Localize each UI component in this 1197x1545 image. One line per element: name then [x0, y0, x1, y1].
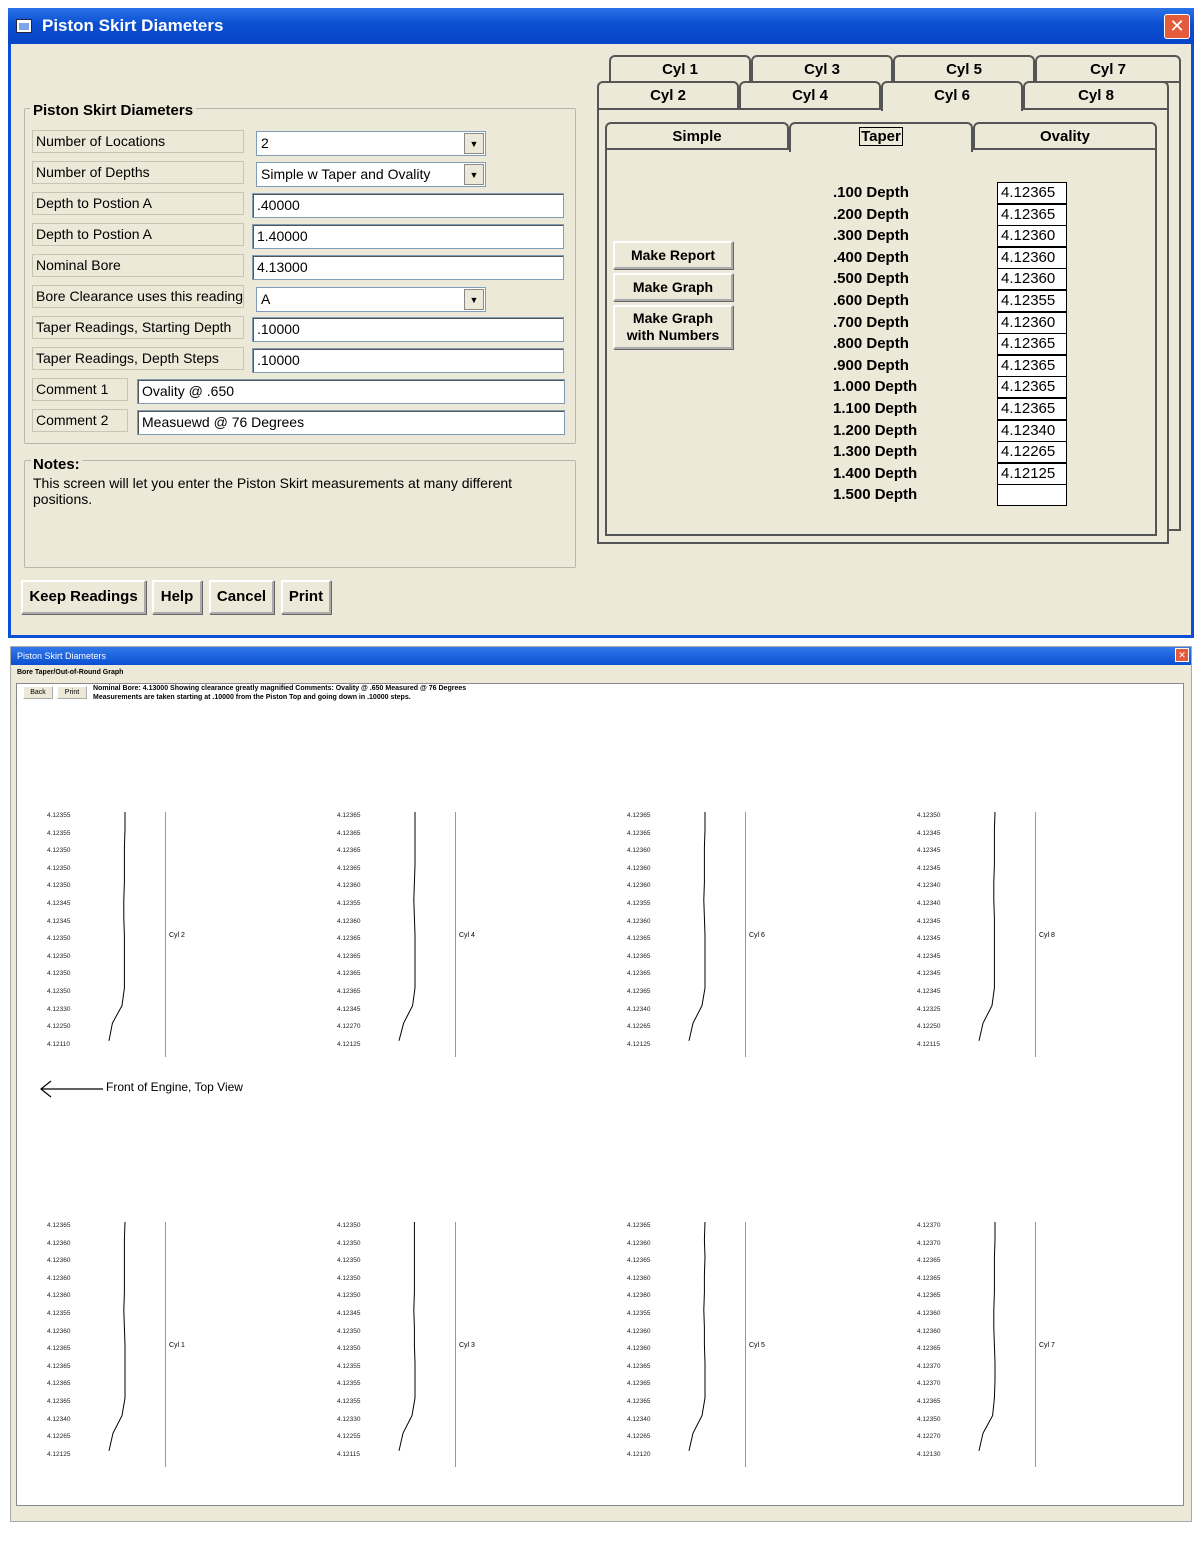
- skirt-profile-path: [979, 1222, 995, 1451]
- graph-value-label: 4.12365: [47, 1398, 71, 1405]
- cylinder-divider: [455, 812, 456, 1057]
- cylinder-divider: [455, 1222, 456, 1467]
- graph-value-label: 4.12340: [47, 1415, 71, 1423]
- depth-reading-input[interactable]: 4.12360: [997, 225, 1067, 247]
- make-report-button[interactable]: Make Report: [613, 241, 733, 269]
- cylinder-label: Cyl 6: [749, 932, 765, 939]
- graph-info-line1: Nominal Bore: 4.13000 Showing clearance greatly magnified Comments: Ovality @ .650 Measured @ 76 Degrees: [93, 685, 467, 692]
- depth-label: .600 Depth: [833, 292, 909, 309]
- cyl-6-panel: [597, 108, 1169, 544]
- print-button[interactable]: Print: [57, 686, 87, 699]
- graph-value-label: 4.12365: [337, 812, 361, 819]
- cylinder-label: Cyl 8: [1039, 932, 1055, 939]
- graph-value-label: 4.12365: [337, 847, 361, 855]
- depth-reading-input[interactable]: 4.12365: [997, 398, 1067, 420]
- tab-cyl-4[interactable]: Cyl 4: [739, 81, 881, 109]
- graph-value-label: 4.12355: [337, 1380, 361, 1388]
- taper-start-input[interactable]: .10000: [252, 317, 564, 342]
- graph-value-label: 4.12365: [337, 970, 361, 978]
- graph-value-label: 4.12255: [337, 1433, 361, 1441]
- graph-value-label: 4.12355: [47, 829, 71, 837]
- tab-cyl-7[interactable]: Cyl 7: [1035, 55, 1181, 83]
- cylinder-divider: [745, 1222, 746, 1467]
- tab-cyl-5[interactable]: Cyl 5: [893, 55, 1035, 83]
- graph-value-label: 4.12345: [917, 847, 941, 855]
- graph-value-label: 4.12365: [627, 829, 651, 837]
- graph-value-label: 4.12345: [917, 952, 941, 960]
- notes-text: This screen will let you enter the Piston Skirt measurements at many different positions.: [33, 475, 513, 507]
- bore-clearance-select[interactable]: [256, 287, 486, 312]
- skirt-profile-path: [689, 812, 705, 1041]
- graph-value-label: 4.12360: [627, 882, 651, 890]
- graph-value-label: 4.12360: [917, 1327, 941, 1335]
- graph-value-label: 4.12125: [627, 1040, 651, 1048]
- graph-value-label: 4.12355: [627, 1310, 651, 1317]
- graph-value-label: 4.12365: [627, 1398, 651, 1405]
- depth-label: .800 Depth: [833, 335, 909, 353]
- graph-value-label: 4.12360: [627, 1239, 651, 1247]
- graph-value-label: 4.12365: [337, 935, 361, 943]
- graph-value-label: 4.12350: [47, 847, 71, 855]
- skirt-profile-path: [399, 1222, 415, 1451]
- graph-value-label: 4.12350: [337, 1274, 361, 1282]
- graph-value-label: 4.12360: [627, 1274, 651, 1282]
- depth-label: 1.500 Depth: [833, 486, 918, 504]
- graph-value-label: 4.12365: [337, 988, 361, 995]
- graph-value-label: 4.12250: [917, 1023, 941, 1031]
- graph-value-label: 4.12350: [337, 1327, 361, 1335]
- cylinder-label: Cyl 1: [169, 1342, 185, 1349]
- graph-value-label: 4.12130: [917, 1450, 941, 1458]
- graph-value-label: 4.12270: [917, 1433, 941, 1441]
- graph-value-label: 4.12115: [337, 1450, 361, 1458]
- depth-label: .100 Depth: [833, 184, 909, 201]
- graph-value-label: 4.12360: [337, 917, 361, 925]
- graph-value-label: 4.12355: [627, 900, 651, 907]
- taper-panel: [605, 148, 1157, 536]
- chevron-down-icon[interactable]: ▼: [464, 164, 484, 185]
- graph-value-label: 4.12350: [337, 1222, 361, 1229]
- depth-reading-input[interactable]: 4.12365: [997, 355, 1067, 377]
- graph-value-label: 4.12365: [337, 864, 361, 872]
- skirt-profile-line: [397, 1218, 437, 1468]
- cylinder-divider: [165, 1222, 166, 1467]
- graph-value-label: 4.12365: [337, 829, 361, 837]
- graph-title: Piston Skirt Diameters: [17, 651, 107, 661]
- depths-label: Number of Depths: [32, 161, 244, 184]
- depth-reading-input[interactable]: 4.12265: [997, 441, 1067, 463]
- graph-value-label: 4.12350: [917, 812, 941, 819]
- graph-value-label: 4.12350: [337, 1257, 361, 1265]
- graph-value-label: 4.12340: [917, 900, 941, 907]
- taper-steps-input[interactable]: .10000: [252, 348, 564, 373]
- graph-value-label: 4.12365: [627, 935, 651, 943]
- depth-reading-input[interactable]: 4.12365: [997, 333, 1067, 355]
- depth-reading-input[interactable]: 4.12340: [997, 420, 1067, 442]
- depths-select[interactable]: [256, 162, 486, 187]
- depth-reading-input[interactable]: 4.12360: [997, 312, 1067, 334]
- graph-value-label: 4.12350: [47, 882, 71, 890]
- dialog-title: Piston Skirt Diameters: [42, 16, 224, 35]
- depth-label: 1.400 Depth: [833, 464, 918, 482]
- graph-value-label: 4.12360: [917, 1310, 941, 1317]
- depth-label: 1.300 Depth: [833, 443, 918, 461]
- cylinder-label: Cyl 7: [1039, 1342, 1055, 1349]
- graph-value-label: 4.12350: [337, 1292, 361, 1300]
- graph-value-label: 4.12365: [627, 1380, 651, 1388]
- graph-value-label: 4.12355: [47, 1310, 71, 1317]
- graph-value-label: 4.12365: [917, 1274, 941, 1282]
- graph-value-label: 4.12360: [337, 882, 361, 890]
- graph-value-label: 4.12345: [47, 900, 71, 907]
- graph-value-label: 4.12350: [337, 1239, 361, 1247]
- skirt-profile-path: [399, 812, 415, 1041]
- graph-value-label: 4.12125: [47, 1450, 71, 1458]
- depth-reading-input[interactable]: [997, 484, 1067, 506]
- graph-value-label: 4.12350: [47, 935, 71, 943]
- graph-value-label: 4.12370: [917, 1222, 941, 1229]
- taper-start-label: Taper Readings, Starting Depth: [32, 316, 244, 339]
- cylinder-divider: [1035, 812, 1036, 1057]
- tab-cyl-2[interactable]: Cyl 2: [597, 81, 739, 109]
- depth-label: 1.000 Depth: [833, 378, 918, 396]
- graph-value-label: 4.12250: [47, 1023, 71, 1031]
- graph-value-label: 4.12365: [47, 1345, 71, 1353]
- back-button[interactable]: Back: [23, 686, 53, 699]
- cylinder-label: Cyl 3: [459, 1342, 475, 1349]
- graph-value-label: 4.12125: [337, 1040, 361, 1048]
- help-button[interactable]: Help: [152, 580, 202, 614]
- graph-value-label: 4.12365: [627, 1257, 651, 1265]
- skirt-profile-path: [109, 812, 125, 1041]
- depth-label: .900 Depth: [833, 356, 909, 374]
- tab-cyl-6[interactable]: Cyl 6: [881, 81, 1023, 111]
- graph-value-label: 4.12370: [917, 1362, 941, 1370]
- depth-reading-input[interactable]: 4.12360: [997, 268, 1067, 290]
- graph-value-label: 4.12345: [47, 917, 71, 925]
- comment1-input[interactable]: Ovality @ .650: [137, 379, 565, 404]
- comment2-label: Comment 2: [32, 409, 128, 432]
- graph-value-label: 4.12365: [47, 1362, 71, 1370]
- graph-value-label: 4.12265: [627, 1433, 651, 1441]
- cancel-button[interactable]: Cancel: [209, 580, 274, 614]
- graph-value-label: 4.12345: [917, 917, 941, 925]
- graph-value-label: 4.12360: [47, 1327, 71, 1335]
- graph-value-label: 4.12115: [917, 1040, 941, 1048]
- locations-label: Number of Locations: [32, 130, 244, 153]
- graph-value-label: 4.12345: [917, 970, 941, 978]
- graph-value-label: 4.12360: [47, 1239, 71, 1247]
- graph-value-label: 4.12345: [337, 1005, 361, 1013]
- graph-value-label: 4.12270: [337, 1023, 361, 1031]
- depth-a-label: Depth to Postion A: [32, 192, 244, 215]
- tab-taper-label: Taper: [861, 128, 901, 145]
- print-button[interactable]: Print: [281, 580, 331, 614]
- depths-value: Simple w Taper and Ovality: [261, 166, 431, 182]
- graph-value-label: 4.12350: [47, 970, 71, 978]
- keep-readings-button[interactable]: Keep Readings: [21, 580, 146, 614]
- comment2-input[interactable]: Measuewd @ 76 Degrees: [137, 410, 565, 435]
- graph-canvas: [16, 683, 1184, 1506]
- depth-label: 1.200 Depth: [833, 421, 918, 439]
- graph-value-label: 4.12265: [627, 1023, 651, 1031]
- skirt-profile-line: [107, 808, 147, 1058]
- graph-window: [10, 646, 1192, 1522]
- nominal-bore-label: Nominal Bore: [32, 254, 244, 277]
- graph-value-label: 4.12340: [627, 1005, 651, 1013]
- skirt-profile-line: [687, 1218, 727, 1468]
- graph-value-label: 4.12345: [917, 829, 941, 837]
- cylinder-divider: [165, 812, 166, 1057]
- graph-value-label: 4.12365: [337, 952, 361, 960]
- close-icon[interactable]: ✕: [1175, 648, 1189, 662]
- skirt-profile-path: [979, 812, 995, 1041]
- graph-value-label: 4.12360: [627, 1292, 651, 1300]
- graph-value-label: 4.12365: [47, 1222, 71, 1229]
- graph-value-label: 4.12350: [47, 952, 71, 960]
- graph-value-label: 4.12330: [47, 1005, 71, 1013]
- graph-value-label: 4.12365: [627, 952, 651, 960]
- cylinder-divider: [745, 812, 746, 1057]
- graph-value-label: 4.12340: [917, 882, 941, 890]
- skirt-profile-line: [977, 1218, 1017, 1468]
- graph-value-label: 4.12265: [47, 1433, 71, 1441]
- graph-value-label: 4.12355: [337, 1398, 361, 1405]
- piston-skirt-dialog: [8, 8, 1194, 638]
- graph-value-label: 4.12365: [917, 1257, 941, 1265]
- comment1-label: Comment 1: [32, 378, 128, 401]
- cylinder-label: Cyl 4: [459, 932, 475, 939]
- graph-info-line2: Measurements are taken starting at .10000 from the Piston Top and going down in .10000 steps.: [93, 694, 411, 701]
- depth-reading-input[interactable]: 4.12365: [997, 182, 1067, 204]
- tab-cyl-1[interactable]: Cyl 1: [609, 55, 751, 83]
- graph-value-label: 4.12370: [917, 1239, 941, 1247]
- graph-value-label: 4.12360: [47, 1292, 71, 1300]
- depth-reading-input[interactable]: 4.12125: [997, 463, 1067, 485]
- group-title: Piston Skirt Diameters: [30, 102, 196, 119]
- notes-title: Notes:: [33, 456, 80, 473]
- chevron-down-icon[interactable]: ▼: [464, 133, 484, 154]
- tab-simple[interactable]: Simple: [605, 122, 789, 150]
- make-graph-numbers-button[interactable]: Make Graph with Numbers: [613, 305, 733, 349]
- graph-value-label: 4.12350: [337, 1345, 361, 1353]
- graph-value-label: 4.12350: [917, 1415, 941, 1423]
- graph-value-label: 4.12365: [627, 1222, 651, 1229]
- depth-label: .400 Depth: [833, 248, 909, 266]
- cylinder-label: Cyl 5: [749, 1342, 765, 1349]
- depth-reading-input[interactable]: 4.12360: [997, 247, 1067, 269]
- tab-cyl-3[interactable]: Cyl 3: [751, 55, 893, 83]
- depth-label: 1.100 Depth: [833, 400, 918, 417]
- skirt-profile-line: [107, 1218, 147, 1468]
- graph-value-label: 4.12360: [47, 1257, 71, 1265]
- skirt-profile-path: [689, 1222, 705, 1451]
- taper-steps-label: Taper Readings, Depth Steps: [32, 347, 244, 370]
- graph-titlebar: [11, 647, 1191, 665]
- graph-subtitle: Bore Taper/Out-of-Round Graph: [17, 669, 124, 676]
- graph-value-label: 4.12365: [627, 812, 651, 819]
- graph-value-label: 4.12370: [917, 1380, 941, 1388]
- depth-reading-input[interactable]: 4.12355: [997, 290, 1067, 312]
- locations-select[interactable]: [256, 131, 486, 156]
- graph-value-label: 4.12345: [917, 988, 941, 995]
- graph-value-label: 4.12110: [47, 1040, 71, 1048]
- graph-value-label: 4.12325: [917, 1005, 941, 1013]
- depth-reading-input[interactable]: 4.12365: [997, 204, 1067, 226]
- depth-label: .700 Depth: [833, 313, 909, 331]
- cylinder-divider: [1035, 1222, 1036, 1467]
- skirt-profile-path: [109, 1222, 125, 1451]
- graph-value-label: 4.12360: [627, 847, 651, 855]
- skirt-profile-line: [977, 808, 1017, 1058]
- graph-value-label: 4.12345: [337, 1310, 361, 1317]
- graph-value-label: 4.12365: [627, 988, 651, 995]
- nominal-bore-input[interactable]: 4.13000: [252, 255, 564, 280]
- bore-clearance-value: A: [261, 291, 271, 307]
- graph-value-label: 4.12360: [627, 1327, 651, 1335]
- depth-label: .200 Depth: [833, 205, 909, 223]
- graph-value-label: 4.12360: [627, 1345, 651, 1353]
- graph-value-label: 4.12355: [337, 1362, 361, 1370]
- graph-value-label: 4.12365: [627, 1362, 651, 1370]
- graph-value-label: 4.12330: [337, 1415, 361, 1423]
- depth-a-input[interactable]: .40000: [252, 193, 564, 218]
- depth-label: .300 Depth: [833, 227, 909, 245]
- graph-value-label: 4.12365: [917, 1292, 941, 1300]
- tab-taper[interactable]: [789, 122, 973, 152]
- graph-value-label: 4.12365: [917, 1398, 941, 1405]
- graph-value-label: 4.12355: [47, 812, 71, 819]
- dialog-titlebar: [8, 8, 1194, 44]
- graph-value-label: 4.12365: [627, 970, 651, 978]
- locations-value: 2: [261, 135, 269, 151]
- tab-ovality[interactable]: Ovality: [973, 122, 1157, 150]
- graph-value-label: 4.12360: [627, 864, 651, 872]
- graph-value-label: 4.12360: [47, 1274, 71, 1282]
- graph-value-label: 4.12350: [47, 988, 71, 995]
- skirt-profile-line: [687, 808, 727, 1058]
- close-icon[interactable]: ✕: [1164, 14, 1190, 39]
- arrow-left-icon: [37, 1078, 107, 1100]
- graph-value-label: 4.12340: [627, 1415, 651, 1423]
- app-icon: [16, 19, 32, 33]
- depth-reading-input[interactable]: 4.12365: [997, 376, 1067, 398]
- graph-value-label: 4.12120: [627, 1450, 651, 1458]
- graph-value-label: 4.12365: [917, 1345, 941, 1353]
- depth-label: .500 Depth: [833, 270, 909, 288]
- tab-cyl-8[interactable]: Cyl 8: [1023, 81, 1169, 109]
- skirt-profile-line: [397, 808, 437, 1058]
- bore-clearance-label: Bore Clearance uses this reading: [32, 285, 244, 308]
- cylinder-label: Cyl 2: [169, 932, 185, 939]
- graph-value-label: 4.12345: [917, 864, 941, 872]
- graph-value-label: 4.12345: [917, 935, 941, 943]
- make-graph-button[interactable]: Make Graph: [613, 273, 733, 301]
- graph-value-label: 4.12360: [627, 917, 651, 925]
- graph-value-label: 4.12365: [47, 1380, 71, 1388]
- graph-value-label: 4.12355: [337, 900, 361, 907]
- depth-b-input[interactable]: 1.40000: [252, 224, 564, 249]
- depth-b-label: Depth to Postion A: [32, 223, 244, 246]
- front-of-engine-label: Front of Engine, Top View: [106, 1080, 243, 1094]
- chevron-down-icon[interactable]: ▼: [464, 289, 484, 310]
- graph-value-label: 4.12350: [47, 864, 71, 872]
